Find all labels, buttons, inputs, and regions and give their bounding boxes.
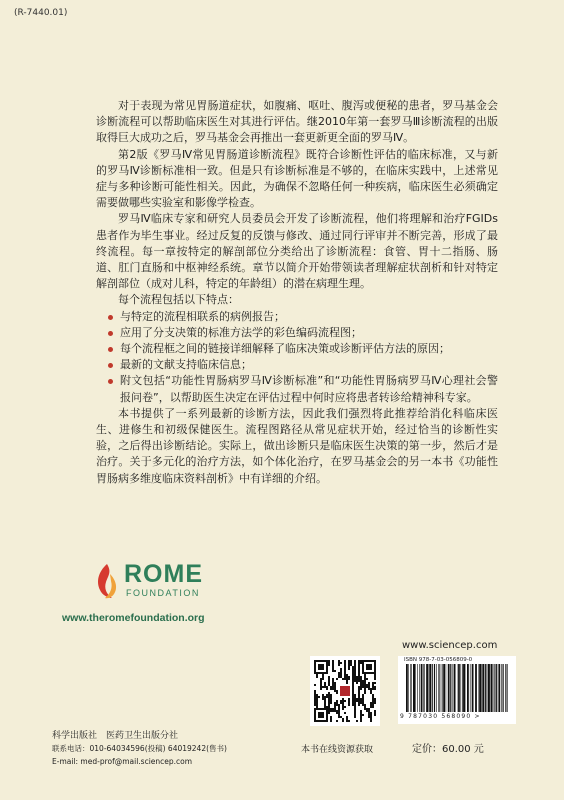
isbn-text: ISBN 978-7-03-056809-0 bbox=[404, 657, 473, 663]
feature-item: 每个流程框之间的链接详细解释了临床决策或诊断评估方法的原因； bbox=[106, 341, 498, 357]
feature-item: 应用了分支决策的标准方法学的彩色编码流程图； bbox=[106, 325, 498, 341]
feature-item: 最新的文献支持临床信息； bbox=[106, 357, 498, 373]
feature-item: 与特定的流程相联系的病例报告； bbox=[106, 309, 498, 325]
logo-wordmark: ROME bbox=[124, 560, 203, 588]
contact-phone: 联系电话：010-64034596(投稿) 64019242(售书) bbox=[52, 744, 227, 753]
paragraph-features: 每个流程包括以下特点： bbox=[118, 293, 239, 307]
rome-foundation-logo bbox=[94, 558, 204, 602]
paragraph-intro: 对于表现为常见胃肠道症状，如腹痛、呕吐、腹泻或便秘的患者，罗马基金会诊断流程可以帮助临床医生对其进行评估。继2010年第一套罗马Ⅲ诊断流程的出版取得巨大成功之后，罗马基金会再推出一套更新更全面的罗马Ⅳ。 bbox=[96, 99, 498, 145]
publisher-contact bbox=[52, 742, 227, 768]
catalog-code: (R-7440.01) bbox=[14, 8, 68, 18]
feature-list bbox=[96, 309, 498, 406]
foundation-url[interactable]: www.theromefoundation.org bbox=[62, 612, 205, 624]
qr-code[interactable] bbox=[310, 656, 380, 726]
barcode bbox=[404, 664, 510, 712]
paragraph-closing: 本书提供了一系列最新的诊断方法，因此我们强烈将此推荐给消化科临床医生、进修生和初级保健医生。流程图路径从常见症状开始，经过恰当的诊断性实验，之后得出诊断结论。实际上，做出诊断只是临床医生决策的第一步，然后才是治疗。关于多元化的治疗方法，如个体化治疗，在罗马基金会的另一本书《功能性胃肠病多维度临床资料剖析》中有详细的介绍。 bbox=[96, 406, 498, 485]
paragraph-committee: 罗马Ⅳ临床专家和研究人员委员会开发了诊断流程，他们将理解和治疗FGIDs患者作为毕生事业。经过反复的反馈与修改、通过同行评审并不断完善，形成了最终流程。每一章按特定的解剖部位分类给出了诊断流程：食管、胃十二指肠、肠道、肛门直肠和中枢神经系统。章节以简介开始带领读者理解症状剖析和针对特定解剖部位（成对儿科，特定的年龄组）的潜在病理生理。 bbox=[96, 212, 498, 291]
qr-caption: 本书在线资源获取 bbox=[301, 745, 374, 755]
publisher-names: 科学出版社 医药卫生出版分社 bbox=[52, 731, 179, 741]
paragraph-second-edition: 第2版《罗马Ⅳ常见胃肠道诊断流程》既符合诊断性评估的临床标准，又与新的罗马Ⅳ诊断标准相一致。但是只有诊断标准是不够的，在临床实践中，上述常见症与多种诊断可能性相关。因此，为确保不忽略任何一种疾病，临床医生必须确定需要做哪些实验室和影像学检查。 bbox=[96, 147, 498, 210]
publisher-url[interactable]: www.sciencep.com bbox=[402, 640, 498, 651]
logo-subtitle: FOUNDATION bbox=[126, 588, 200, 598]
barcode-number: 9 787030 568090 > bbox=[400, 713, 481, 720]
feature-item: 附文包括“功能性胃肠病罗马Ⅳ诊断标准”和“功能性胃肠病罗马Ⅳ心理社会警报问卷”，以帮助医生决定在评估过程中何时应将患者转诊给精神科专家。 bbox=[106, 373, 498, 405]
contact-email[interactable]: E-mail: med-prof@mail.sciencep.com bbox=[52, 757, 193, 766]
back-cover-text bbox=[96, 98, 498, 487]
price: 定价：60.00 元 bbox=[412, 744, 484, 755]
flame-icon bbox=[94, 562, 120, 600]
